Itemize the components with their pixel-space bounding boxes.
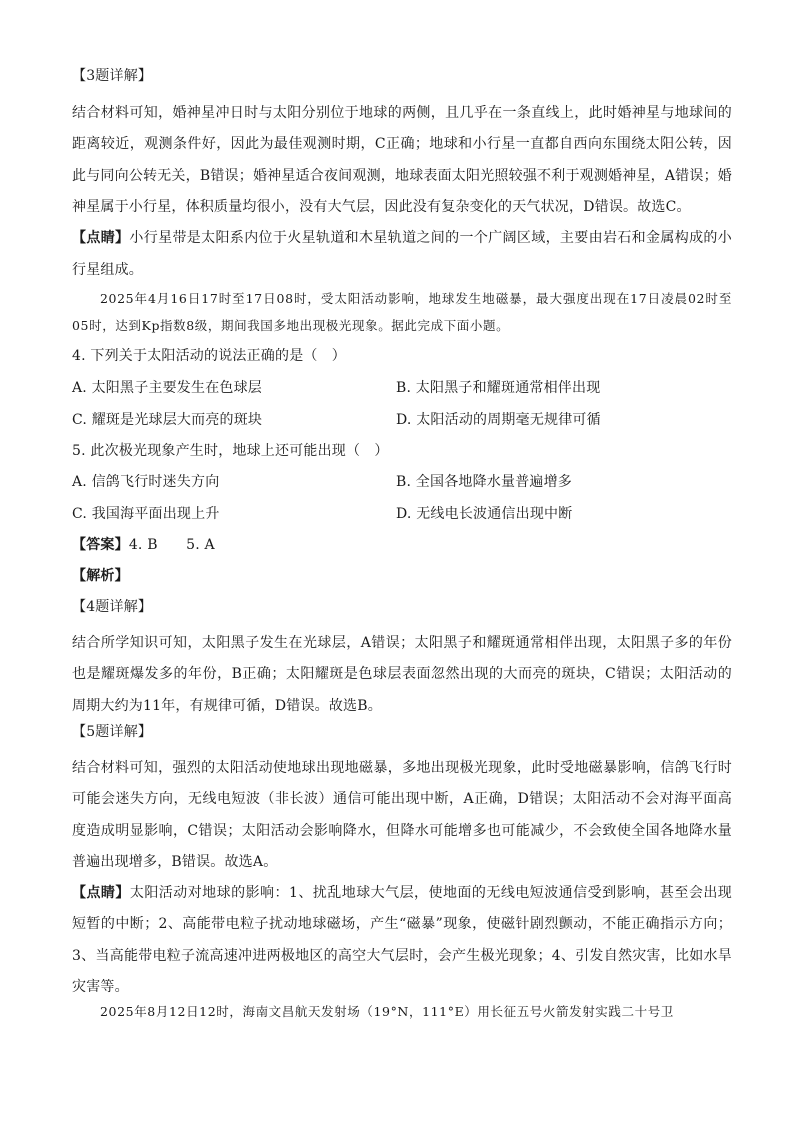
q5-detail-paragraph: 结合材料可知，强烈的太阳活动使地球出现地磁暴，多地出现极光现象，此时受地磁暴影响，信鸽飞行时可能会迷失方向，无线电短波（非长波）通信可能出现中断，A正确，D错误；太阳活动不会对海平面高度造成明显影响，C错误；太阳活动会影响降水，但降水可能增多也可能减少，不会致使全国各地降水量普遍出现增多，B错误。故选A。: [72, 760, 732, 870]
q3-detail-paragraph: 结合材料可知，婚神星冲日时与太阳分别位于地球的两侧，且几乎在一条直线上，此时婚神星与地球间的距离较近，观测条件好，因此为最佳观测时期，C正确；地球和小行星一直都自西向东围绕太阳公转，因此与同向公转无关，B错误；婚神星适合夜间观测，地球表面太阳光照较强不利于观测婚神星，A错误；婚神星属于小行星，体积质量均很小，没有大气层，因此没有复杂变化的天气状况，D错误。故选C。: [72, 105, 732, 215]
tip-2-text: 太阳活动对地球的影响：1、扰乱地球大气层，使地面的无线电短波通信受到影响，甚至会出现短暂的中断；2、高能带电粒子扰动地球磁场，产生“磁暴”现象，使磁针剧烈颤动，不能正确指示方向；3、当高能带电粒子流高速冲进两极地区的高空大气层时，会产生极光现象；4、引发自然灾害，比如水旱灾害等。: [72, 885, 732, 995]
q4-detail-heading: 【4题详解】: [72, 599, 153, 615]
q4-detail-paragraph: 结合所学知识可知，太阳黑子发生在光球层，A错误；太阳黑子和耀斑通常相伴出现，太阳黑子多的年份也是耀斑爆发多的年份，B正确；太阳耀斑是色球层表面忽然出现的大而亮的斑块，C错误；太阳活动的周期大约为11年，有规律可循，D错误。故选B。: [72, 635, 732, 714]
tip-1-label: 【点睛】: [72, 230, 130, 246]
question-5-option-d: D. 无线电长波通信出现中断: [396, 506, 573, 522]
answer-text: 4. B 5. A: [128, 537, 215, 553]
answer-line: [72, 535, 732, 555]
question-5-stem: 5. 此次极光现象产生时，地球上还可能出现（ ）: [72, 443, 389, 459]
question-4-option-d: D. 太阳活动的周期毫无规律可循: [396, 412, 601, 428]
material-1: 2025年4月16日17时至17日08时，受太阳活动影响，地球发生地磁暴，最大强度出现在17日凌晨02时至05时，达到Kp指数8级，期间我国多地出现极光现象。据此完成下面小题。: [72, 291, 732, 333]
question-4-option-c: C. 耀斑是光球层大而亮的斑块: [72, 412, 263, 428]
question-5-option-a: A. 信鸽飞行时迷失方向: [72, 474, 220, 490]
tip-2-label: 【点睛】: [72, 885, 130, 901]
tip-1: [72, 223, 732, 286]
tip-2: [72, 878, 732, 1003]
question-4-stem: 4. 下列关于太阳活动的说法正确的是（ ）: [72, 348, 347, 364]
question-5-option-c: C. 我国海平面出现上升: [72, 506, 220, 522]
question-4-option-b: B. 太阳黑子和耀斑通常相伴出现: [396, 380, 601, 396]
analysis-heading: 【解析】: [72, 568, 129, 584]
q3-detail-heading: 【3题详解】: [72, 68, 153, 84]
q5-detail-heading: 【5题详解】: [72, 724, 153, 740]
material-2: 2025年8月12日12时，海南文昌航天发射场（19°N，111°E）用长征五号火箭发射实践二十号卫: [100, 1004, 674, 1019]
question-5-option-b: B. 全国各地降水量普遍增多: [396, 474, 572, 490]
question-4-option-a: A. 太阳黑子主要发生在色球层: [72, 380, 263, 396]
tip-1-text: 小行星带是太阳系内位于火星轨道和木星轨道之间的一个广阔区域，主要由岩石和金属构成的小行星组成。: [72, 230, 732, 278]
answer-label: 【答案】: [72, 537, 129, 553]
